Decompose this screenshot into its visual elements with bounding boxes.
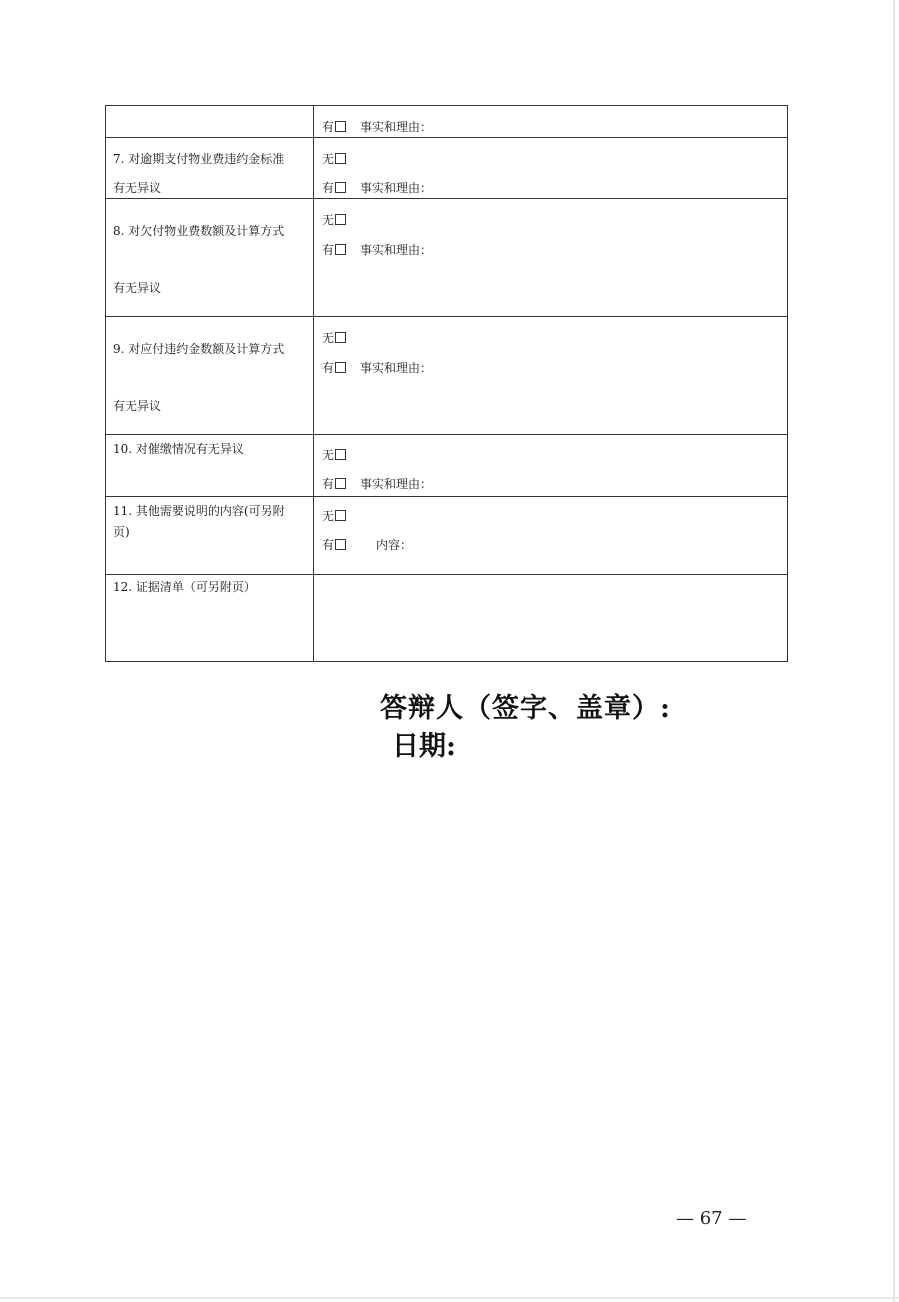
- table-row: [106, 199, 788, 317]
- question-cell: [106, 138, 314, 199]
- answer-cell: [314, 317, 788, 435]
- no-checkbox[interactable]: [335, 332, 346, 343]
- table-row: [106, 497, 788, 575]
- question-cell: [106, 575, 314, 662]
- scan-edge: [0, 1297, 899, 1299]
- question-text: 有无异议: [113, 399, 162, 413]
- yes-label: 有: [322, 243, 335, 257]
- reason-label: 事实和理由：: [360, 120, 433, 134]
- question-text: 有无异议: [113, 281, 162, 295]
- yes-checkbox[interactable]: [335, 121, 346, 132]
- answer-cell: [314, 497, 788, 575]
- reason-label: 事实和理由：: [360, 243, 433, 257]
- yes-label: 有: [322, 538, 335, 552]
- yes-label: 有: [322, 181, 335, 195]
- yes-checkbox[interactable]: [335, 478, 346, 489]
- no-label: 无: [322, 152, 335, 166]
- respondent-signature-label: 答辩人（签字、盖章）:: [380, 693, 671, 724]
- question-cell: [106, 106, 314, 138]
- scan-edge: [893, 0, 895, 1302]
- answer-cell: [314, 199, 788, 317]
- no-checkbox[interactable]: [335, 214, 346, 225]
- reason-label: 事实和理由：: [360, 477, 433, 491]
- table-row: [106, 435, 788, 497]
- no-label: 无: [322, 509, 335, 523]
- no-label: 无: [322, 448, 335, 462]
- yes-label: 有: [322, 361, 335, 375]
- evidence-list-cell[interactable]: [314, 575, 788, 662]
- question-text: 10. 对催缴情况有无异议: [113, 442, 244, 456]
- content-label: 内容：: [376, 538, 413, 552]
- answer-cell: [314, 435, 788, 497]
- question-text: 12. 证据清单（可另附页）: [113, 580, 256, 594]
- no-checkbox[interactable]: [335, 153, 346, 164]
- answer-cell: [314, 138, 788, 199]
- date-label: 日期:: [392, 731, 456, 762]
- yes-label: 有: [322, 120, 335, 134]
- question-cell: [106, 497, 314, 575]
- question-text: 7. 对逾期支付物业费违约金标准: [113, 152, 285, 166]
- table-row: [106, 138, 788, 199]
- yes-checkbox[interactable]: [335, 244, 346, 255]
- question-text: 11. 其他需要说明的内容(可另附: [113, 504, 285, 518]
- yes-label: 有: [322, 477, 335, 491]
- no-label: 无: [322, 213, 335, 227]
- table-row: [106, 575, 788, 662]
- question-text: 有无异议: [113, 181, 162, 195]
- table-row: [106, 106, 788, 138]
- question-cell: [106, 199, 314, 317]
- question-cell: [106, 317, 314, 435]
- yes-checkbox[interactable]: [335, 539, 346, 550]
- no-label: 无: [322, 331, 335, 345]
- defense-form-table: [105, 105, 788, 662]
- page-number: — 67 —: [676, 1208, 747, 1229]
- question-text: 9. 对应付违约金数额及计算方式: [113, 342, 285, 356]
- yes-checkbox[interactable]: [335, 362, 346, 373]
- reason-label: 事实和理由：: [360, 181, 433, 195]
- answer-cell: [314, 106, 788, 138]
- no-checkbox[interactable]: [335, 510, 346, 521]
- question-text: 8. 对欠付物业费数额及计算方式: [113, 224, 285, 238]
- reason-label: 事实和理由：: [360, 361, 433, 375]
- no-checkbox[interactable]: [335, 449, 346, 460]
- question-text: 页): [113, 525, 130, 539]
- yes-checkbox[interactable]: [335, 182, 346, 193]
- question-cell: [106, 435, 314, 497]
- table-row: [106, 317, 788, 435]
